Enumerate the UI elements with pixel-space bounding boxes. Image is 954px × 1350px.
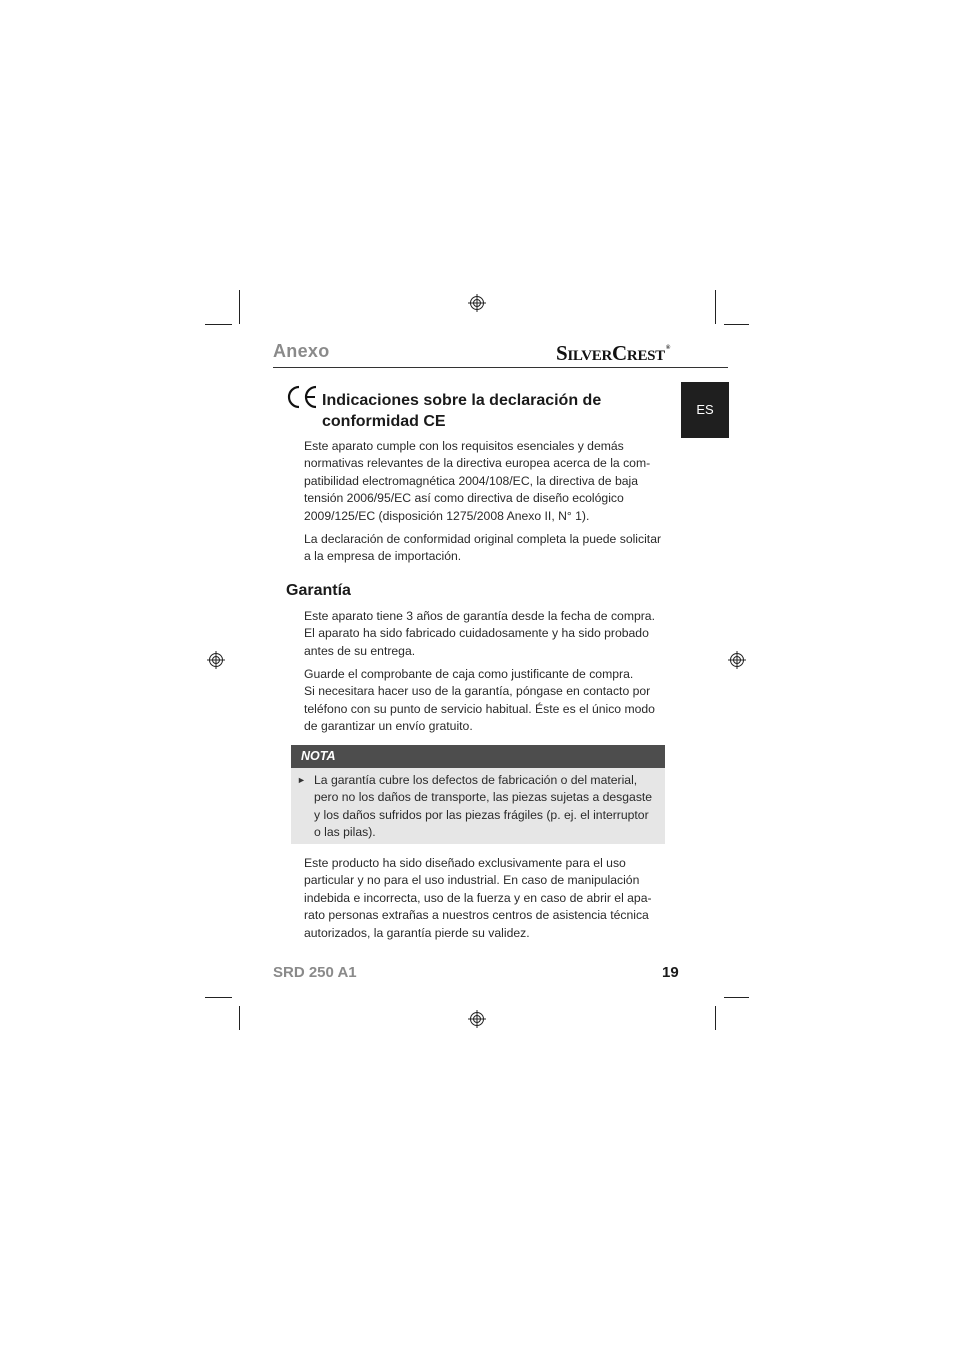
language-tab: ES — [681, 382, 729, 438]
warranty-paragraph-3: Este producto ha sido diseñado exclusivamente para el uso particular y no para el uso industrial. En caso de manipulación indebida e incorrecta, uso de la fuerza y en caso de abrir el apa- rato personas extrañas a nuestros centros de asistencia técnica autorizados, la garantía pierde su validez. — [304, 856, 652, 940]
registration-mark-icon — [468, 294, 486, 312]
note-text: La garantía cubre los defectos de fabricación o del material, pero no los daños de transporte, las piezas sujetas a desgaste y los daños sufridos por las piezas frágiles (p. ej. el interruptor o las pilas). — [314, 773, 653, 840]
footer-model: SRD 250 A1 — [273, 964, 357, 981]
crop-mark — [724, 324, 749, 325]
crop-mark — [205, 324, 232, 325]
section-title: Anexo — [273, 341, 330, 361]
crop-mark — [715, 1006, 716, 1030]
ce-mark-icon — [285, 384, 319, 410]
ce-paragraph-2: La declaración de conformidad original completa la puede solicitar a la empresa de importación. — [304, 532, 662, 564]
warranty-paragraph-1: Este aparato tiene 3 años de garantía desde la fecha de compra. El aparato ha sido fabricado cuidadosamente y ha sido probado antes de su entrega. — [304, 609, 655, 658]
warranty-heading: Garantía — [286, 582, 351, 599]
note-header: NOTA — [291, 745, 665, 768]
crop-mark — [724, 997, 749, 998]
crop-mark — [715, 290, 716, 324]
crop-mark — [239, 1006, 240, 1030]
registration-mark-icon — [207, 651, 225, 669]
arrow-right-icon: ► — [297, 775, 306, 785]
brand-logo: SILVERCREST® — [556, 341, 671, 365]
header-rule — [273, 367, 728, 368]
registration-mark-icon — [468, 1010, 486, 1028]
crop-mark — [239, 290, 240, 324]
ce-section-heading: Indicaciones sobre la declaración de conformidad CE — [322, 392, 602, 430]
page-number: 19 — [662, 964, 679, 981]
warranty-paragraph-2: Guarde el comprobante de caja como justificante de compra. Si necesitara hacer uso de la garantía, póngase en contacto por teléfono con su punto de servicio habitual. Éste es el único modo de garantizar un envío gratuito. — [304, 667, 655, 734]
crop-mark — [205, 997, 232, 998]
registration-mark-icon — [728, 651, 746, 669]
ce-paragraph-1: Este aparato cumple con los requisitos esenciales y demás normativas relevantes de la directiva europea acerca de la com- patibilidad electromagnética 2004/108/EC, la directiva de baja tensión 2006/95/EC así como directiva de diseño ecológico 2009/125/EC (disposición 1275/2008 Anexo II, N° 1). — [304, 439, 651, 523]
